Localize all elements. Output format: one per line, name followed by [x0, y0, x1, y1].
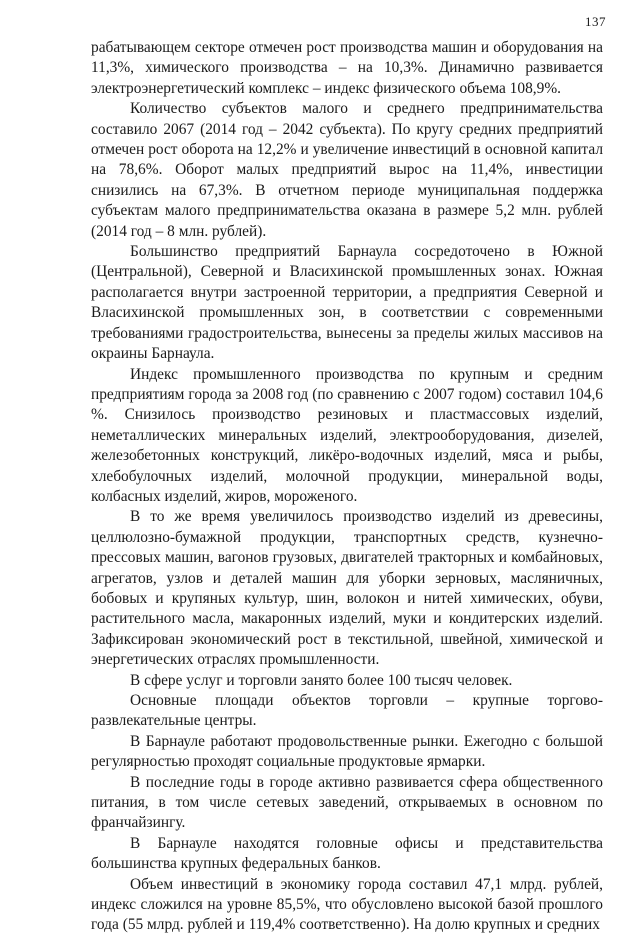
paragraph-production-index: Индекс промышленного производства по крупным и средним предприятиям города за 2008 год (по сравнению с 2007 годом) составил 104,6 %. Снизилось производство резиновых и пластмассовых изделий, неметаллических минеральных изделий, электрооборудования, дизелей, железобетонных конструкций, ликёро-водочных изделий, мяса и рыбы, хлебобулочных изделий, молочной продукции, минеральной воды, колбасных изделий, жиров, мороженого. [91, 365, 603, 505]
paragraph-catering: В последние годы в городе активно развивается сфера общественного питания, в том числе сетевых заведений, открываемых в основном по франчайзингу. [91, 773, 603, 832]
paragraph-industrial-zones: Большинство предприятий Барнаула сосредоточено в Южной (Центральной), Северной и Власихинской промышленных зонах. Южная располагается внутри застроенной территории, а предприятия Северной и Власихинской промышленных зон, в соответствии с современными требованиями градостроительства, вынесены за пределы жилых массивов на окраины Барнаула. [91, 243, 603, 363]
paragraph-banks: В Барнауле находятся головные офисы и представительства большинства крупных федеральных банков. [91, 834, 603, 873]
paragraph-investments: Объем инвестиций в экономику города составил 47,1 млрд. рублей, индекс сложился на уровне 85,5%, что обусловлено высокой базой прошлого года (55 млрд. рублей и 119,4% соответственно). На долю крупных и средних [91, 875, 603, 934]
page-number: 137 [585, 14, 606, 29]
paragraph-trade-centers: Основные площади объектов торговли – крупные торгово-развлекательные центры. [91, 692, 603, 730]
paragraph-continuation: рабатывающем секторе отмечен рост производства машин и оборудования на 11,3%, химического производства – на 10,3%. Динамично развивается электроэнергетический комплекс – индекс физического объема 108,9%. [91, 39, 603, 97]
paragraph-small-business: Количество субъектов малого и среднего предпринимательства составило 2067 (2014 год – 2042 субъекта). По кругу средних предприятий отмечен рост оборота на 12,2% и увеличение инвестиций в основной капитал на 78,6%. Оборот малых предприятий вырос на 11,4%, инвестиции снизились на 67,3%. В отчетном периоде муниципальная поддержка субъектам малого предпринимательства оказана в размере 5,2 млн. рублей (2014 год – 8 млн. рублей). [91, 100, 603, 240]
paragraph-production-growth: В то же время увеличилось производство изделий из древесины, целлюлозно-бумажной продукции, транспортных средств, кузнечно-прессовых машин, вагонов грузовых, двигателей тракторных и комбайновых, агрегатов, узлов и деталей машин для уборки зерновых, масляничных, бобовых и крупяных культур, шин, волокон и нитей химических, обуви, растительного масла, макаронных изделий, муки и кондитерских изделий. Зафиксирован экономический рост в текстильной, швейной, химической и энергетических отраслях промышленности. [91, 508, 603, 669]
paragraph-services: В сфере услуг и торговли занято более 100 тысяч человек. [130, 671, 513, 689]
paragraph-markets: В Барнауле работают продовольственные рынки. Ежегодно с большой регулярностью проходят социальные продуктовые ярмарки. [91, 732, 603, 771]
body-text [91, 38, 603, 936]
